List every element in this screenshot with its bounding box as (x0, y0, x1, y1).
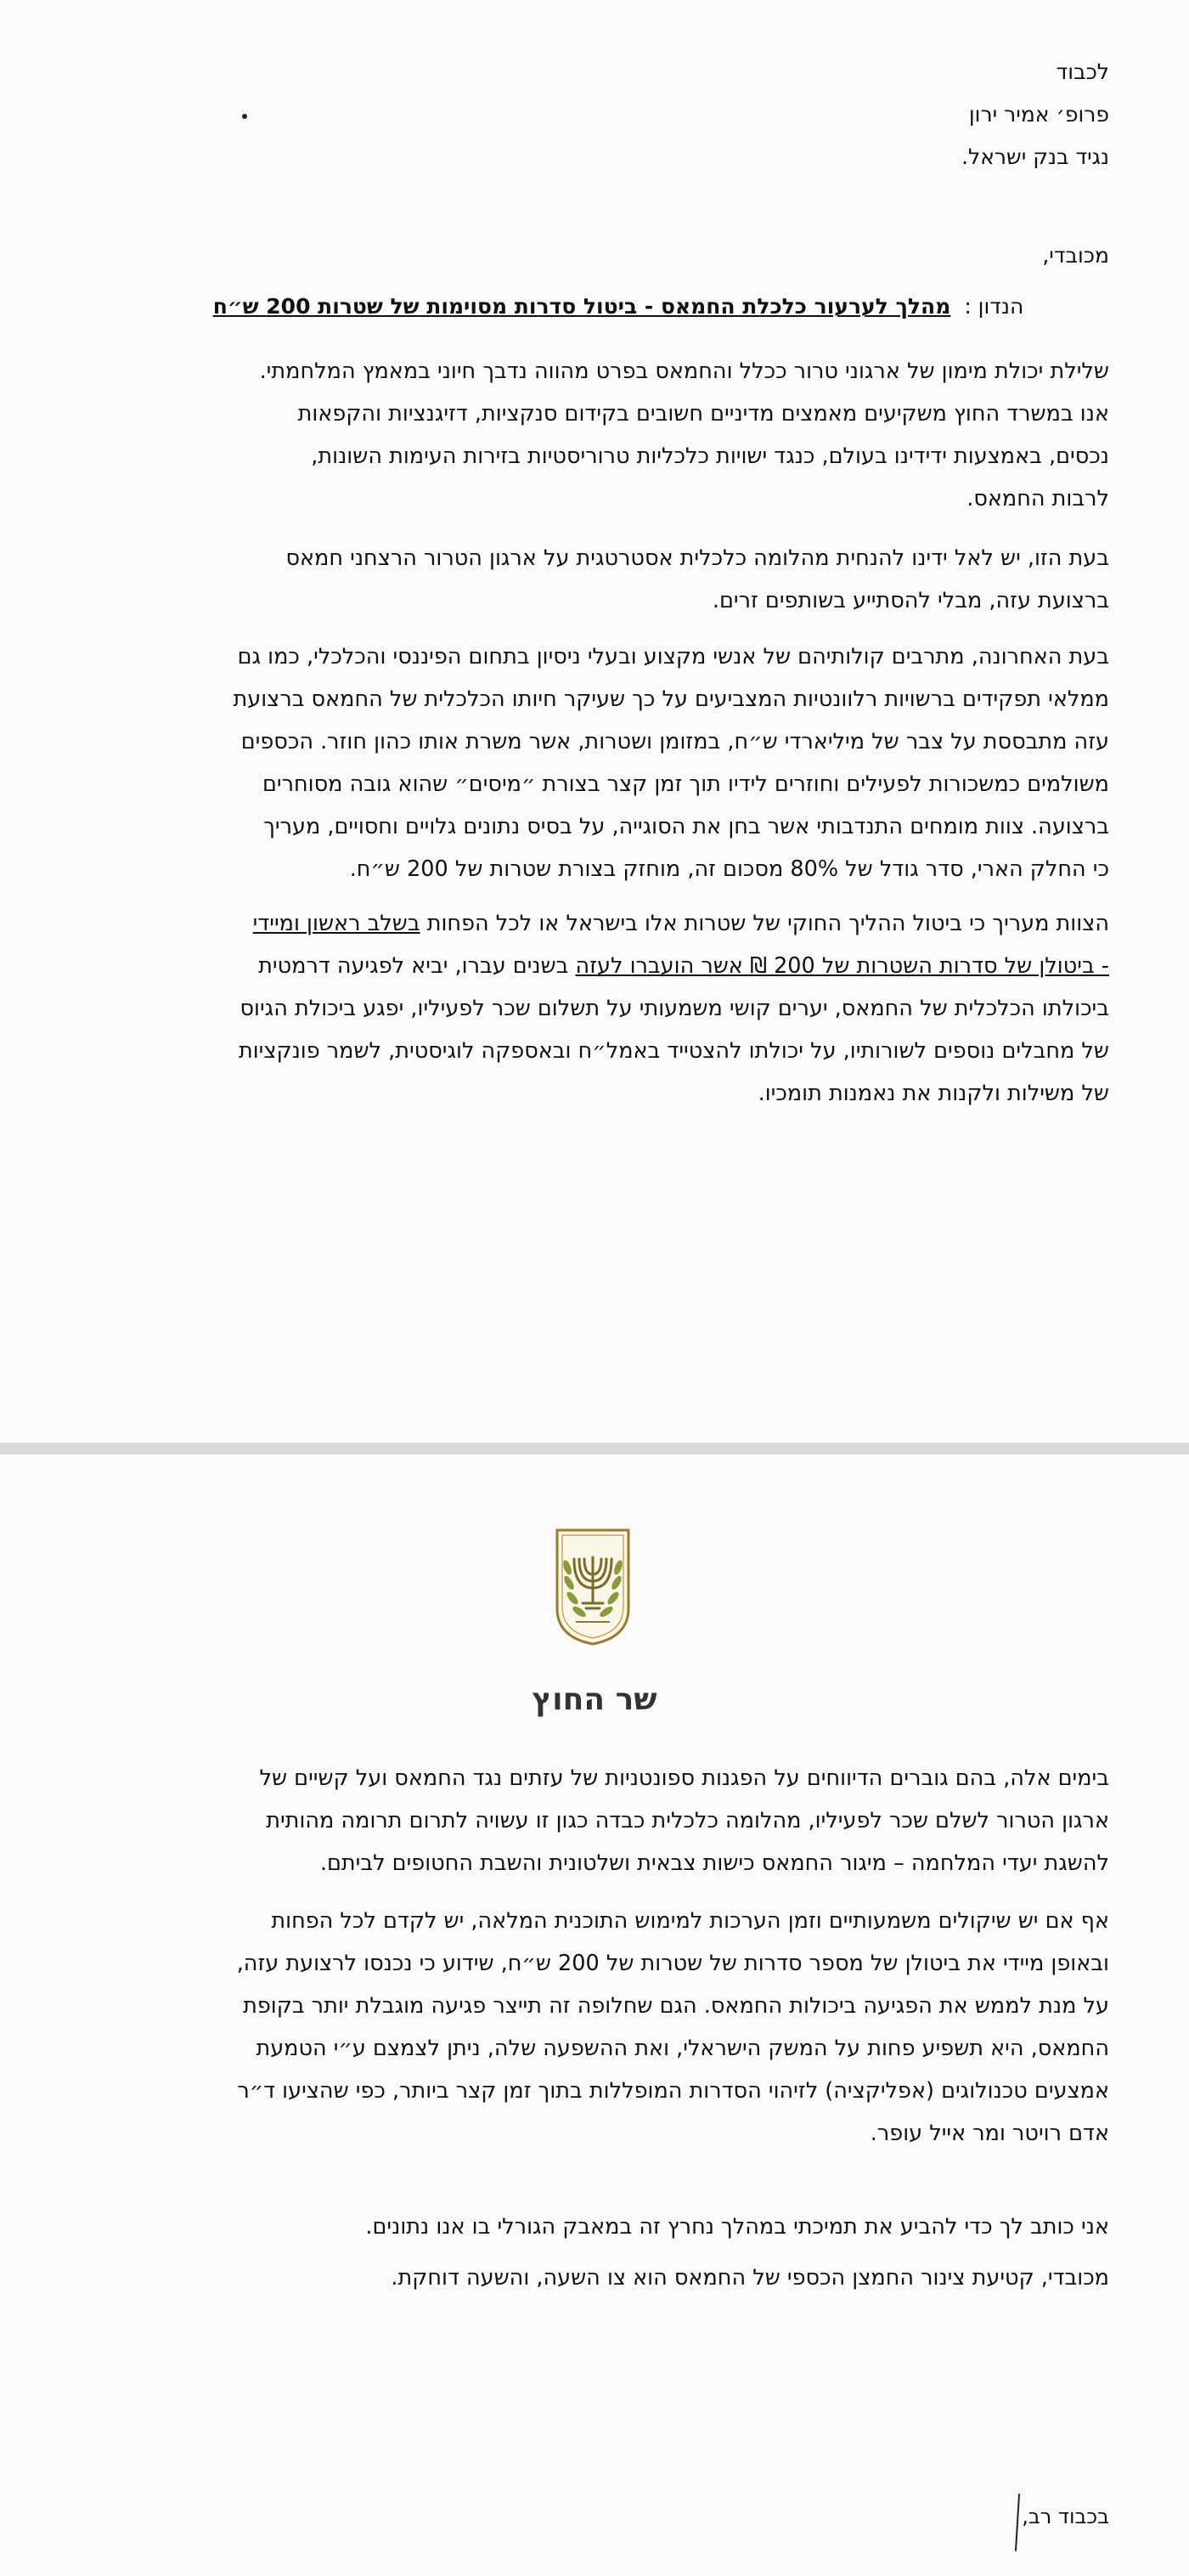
p4-text: בשנים עברו, יביא לפגיעה דרמטית (258, 953, 569, 979)
stray-dot (242, 114, 247, 119)
p1-line: אנו במשרד החוץ משקיעים מאמצים מדיניים חשובים בקידום סנקציות, דזיגנציות והקפאות (297, 401, 1109, 427)
page-separator (0, 1443, 1189, 1455)
p3-line: כי החלק הארי, סדר גודל של 80% מסכום זה, מוחזק בצורת שטרות של 200 ש״ח. (349, 856, 1109, 882)
address-to: לכבוד (1056, 59, 1109, 84)
p6-line: על מנת לממש את הפגיעה ביכולות החמאס. הגם שחלופה זה תייצר פגיעה מוגבלת יותר בקופת (243, 1993, 1109, 2019)
p4-line: ביכולתו הכלכלית של החמאס, יערים קושי משמעותי על תשלום שכר לפעיליו, יפגע ביכולת הגיוס (239, 996, 1109, 1021)
salutation: מכובדי, (1042, 243, 1109, 268)
p2-line: ברצועת עזה, מבלי להסתייע בשותפים זרים. (712, 588, 1109, 613)
p6-line: אדם רויטר ומר אייל עופר. (870, 2121, 1109, 2146)
p6-line: ובאופן מיידי את ביטולן של מספר סדרות של שטרות של 200 ש״ח, שידוע כי נכנסו לרצועת עזה, (236, 1951, 1109, 1976)
paragraph-6 (127, 1900, 1109, 2155)
p5-line: ארגון הטרור לשלם שכר לפעיליו, מהלומה כלכלית כבדה כגון זו עשויה לתרום תרומה מהותית (266, 1808, 1109, 1833)
p1-line: שלילת יכולת מימון של ארגוני טרור ככלל והחמאס בפרט מהווה נדבך חיוני במאמץ המלחמתי. (259, 359, 1109, 384)
address-name: פרופ׳ אמיר ירון (968, 102, 1109, 127)
p2-line: בעת הזו, יש לאל ידינו להנחית מהלומה כלכלית אסטרטגית על ארגון הטרור הרצחני חמאס (285, 545, 1109, 571)
subject-line (127, 296, 1109, 317)
p4-underlined: - ביטולן של סדרות השטרות של 200 ₪ אשר הועברו לעזה (575, 953, 1109, 979)
closing-regards: בכבוד רב, (1022, 2505, 1109, 2528)
paragraph-5 (127, 1757, 1109, 1884)
paragraph-2 (127, 537, 1109, 622)
state-emblem-icon (550, 1525, 635, 1648)
p4-underlined: בשלב ראשון ומיידי (252, 911, 420, 936)
p6-line: אף אם יש שיקולים משמעותיים וזמן הערכות למימוש התוכנית המלאה, יש לקדם לכל הפחות (271, 1908, 1109, 1934)
p4-line (127, 902, 1109, 945)
address-title: נגיד בנק ישראל. (961, 144, 1109, 169)
p3-line: ברצועה. צוות מומחים התנדבותי אשר בחן את הסוגייה, על בסיס נתונים גלויים וחסויים, מעריך (263, 814, 1109, 839)
p6-line: אמצעים טכנולוגים (אפליקציה) לזיהוי הסדרות המופללות בתוך זמן קצר ביותר, כפי שהציעו ד״ר (237, 2078, 1109, 2104)
p3-line: משולמים כמשכורות לפעילים וחוזרים לידיו תוך זמן קצר בצורת ״מיסים״ שהוא גובה מסוחרים (262, 771, 1109, 797)
p4-line (127, 945, 1109, 987)
paragraph-1 (127, 350, 1109, 520)
p4-line: של משילות ולקנות את נאמנות תומכיו. (758, 1081, 1109, 1106)
p4-line: של מחבלים נוספים לשורותיו, על יכולתו להצטייד באמל״ח ובאספקה לוגיסטית, לשמר פונקציות (238, 1038, 1109, 1064)
p5-line: בימים אלה, בהם גוברים הדיווחים על הפגנות ספונטניות של עזתים נגד החמאס ועל קשיים של (259, 1765, 1109, 1791)
p1-line: נכסים, באמצעות ידידינו בעולם, כנגד ישויות כלכליות טרוריסטיות בזירות העימות השונות, (311, 443, 1109, 469)
paragraph-7 (127, 2206, 1109, 2248)
p1-line: לרבות החמאס. (966, 486, 1109, 511)
p3-line: בעת האחרונה, מתרבים קולותיהם של אנשי מקצוע ובעלי ניסיון בתחום הפיננסי והכלכלי, כמו גם (237, 644, 1109, 669)
subject-text: מהלך לערעור כלכלת החמאס - ביטול סדרות מסוימות של שטרות 200 ש״ח (212, 294, 951, 319)
signature-mark (968, 2489, 1070, 2557)
ministry-title: שר החוץ (532, 1682, 657, 1717)
p4-text: הצוות מעריך כי ביטול ההליך החוקי של שטרות אלו בישראל או לכל הפחות (426, 911, 1109, 936)
paragraph-4 (127, 902, 1109, 1115)
p3-line: עזה מתבססת על צבר של מיליארדי ש״ח, במזומן ושטרות, אשר משרת אותו כהון חוזר. הכספים (240, 729, 1109, 754)
subject-label: הנדון : (964, 294, 1024, 319)
p3-line: ממלאי תפקידים ברשויות רלוונטיות המצביעים על כך שעיקר חיותו הכלכלית של החמאס ברצועת (233, 686, 1109, 712)
p8-line: מכובדי, קטיעת צינור החמצן הכספי של החמאס הוא צו השעה, והשעה דוחקת. (391, 2265, 1109, 2291)
paragraph-3 (127, 636, 1109, 890)
p6-line: החמאס, היא תשפיע פחות על המשק הישראלי, ואת ההשפעה שלה, ניתן לצמצם ע״י הטמעת (256, 2036, 1109, 2061)
p5-line: להשגת יעדי המלחמה – מיגור החמאס כישות צבאית ושלטונית והשבת החטופים לביתם. (319, 1850, 1109, 1876)
p7-line: אני כותב לך כדי להביע את תמיכתי במהלך נחרץ זה במאבק הגורלי בו אנו נתונים. (365, 2214, 1109, 2240)
paragraph-8 (127, 2257, 1109, 2299)
